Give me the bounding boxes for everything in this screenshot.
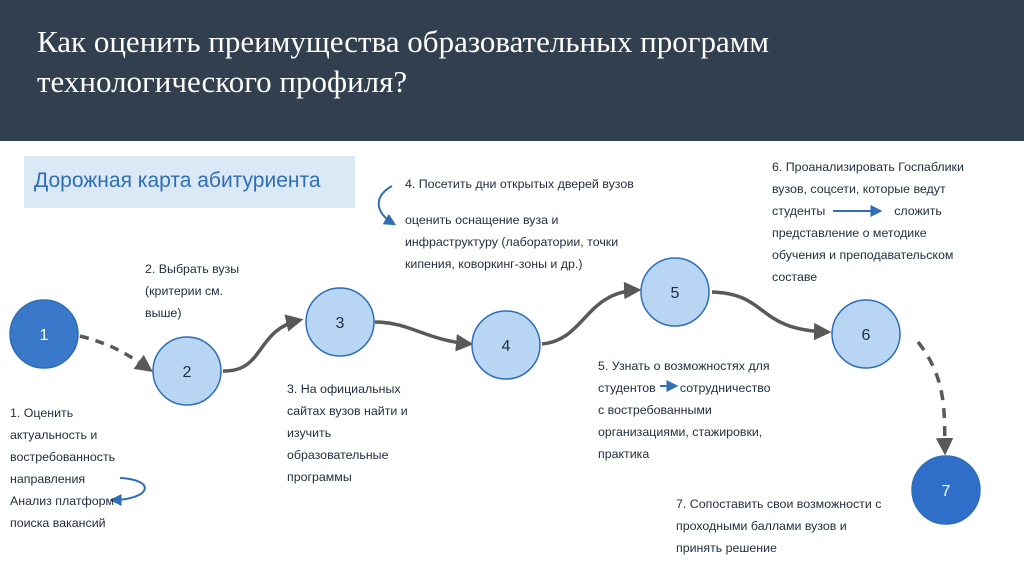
connector-4-5 <box>542 290 638 344</box>
step-4-line: инфраструктуру (лаборатории, точки <box>405 235 619 249</box>
step-1-line: актуальность и <box>10 428 98 442</box>
step-6-text <box>772 156 964 288</box>
step-7-line: проходными баллами вузов и <box>676 519 847 533</box>
node-1-number: 1 <box>39 327 49 344</box>
step-5-text <box>598 355 771 465</box>
node-5 <box>641 258 709 326</box>
step-2-line: выше) <box>145 306 182 320</box>
step-1-line: востребованность <box>10 450 116 464</box>
connector-3-4 <box>375 322 470 344</box>
page-title-line-2: технологического профиля? <box>37 64 408 99</box>
node-7 <box>912 456 980 524</box>
step-5-line: с востребованными <box>598 403 712 417</box>
blue-arrow-step4 <box>379 186 394 224</box>
roadmap-label: Дорожная карта абитуриента <box>34 169 321 192</box>
node-1 <box>10 300 78 368</box>
step-5-line: студентов сотрудничество <box>598 381 771 395</box>
node-4-number: 4 <box>501 338 511 355</box>
step-6-line: представление о методике <box>772 226 927 240</box>
step-1-line: 1. Оценить <box>10 406 74 420</box>
step-7-line: принять решение <box>676 541 777 555</box>
node-4 <box>472 311 540 379</box>
step-6-line: 6. Проанализировать Госпаблики <box>772 160 964 174</box>
step-1-line: направления <box>10 472 86 486</box>
connector-5-6 <box>712 292 828 332</box>
step-6-line: составе <box>772 270 818 284</box>
step-3-text <box>287 378 408 488</box>
step-2-text <box>145 258 239 324</box>
step-4-line: 4. Посетить дни открытых дверей вузов <box>405 177 634 191</box>
step-4-line: оценить оснащение вуза и <box>405 213 559 227</box>
step-7-text <box>676 493 881 559</box>
node-3 <box>306 288 374 356</box>
node-2-number: 2 <box>182 364 192 381</box>
step-5-line: организациями, стажировки, <box>598 425 763 439</box>
page-title-line-1: Как оценить преимущества образовательных программ <box>37 24 769 59</box>
step-4-line: кипения, коворкинг-зоны и др.) <box>405 257 583 271</box>
blue-arrow-step1 <box>112 478 145 500</box>
step-1-line: Анализ платформ <box>10 494 115 508</box>
node-3-number: 3 <box>335 315 345 332</box>
step-4-text <box>405 173 634 275</box>
node-7-number: 7 <box>941 483 951 500</box>
step-6-line: вузов, соцсети, которые ведут <box>772 182 946 196</box>
step-5-line: 5. Узнать о возможностях для <box>598 359 770 373</box>
step-3-line: сайтах вузов найти и <box>287 404 408 418</box>
step-3-line: 3. На официальных <box>287 382 401 396</box>
step-2-line: (критерии см. <box>145 284 224 298</box>
step-3-line: образовательные <box>287 448 389 462</box>
node-6-number: 6 <box>861 327 871 344</box>
step-7-line: 7. Сопоставить свои возможности с <box>676 497 882 511</box>
step-1-line: поиска вакансий <box>10 516 106 530</box>
step-6-line: студенты сложить <box>772 204 942 218</box>
step-2-line: 2. Выбрать вузы <box>145 262 240 276</box>
step-1-text <box>10 402 115 534</box>
step-3-line: программы <box>287 470 352 484</box>
step-4-spacer <box>405 195 634 209</box>
connector-1-2 <box>80 336 150 370</box>
connector-2-3 <box>223 320 300 371</box>
node-5-number: 5 <box>670 285 680 302</box>
step-3-line: изучить <box>287 426 332 440</box>
connector-6-7 <box>918 342 945 452</box>
node-6 <box>832 300 900 368</box>
node-2 <box>153 337 221 405</box>
step-5-line: практика <box>598 447 650 461</box>
step-6-line: обучения и преподавательском <box>772 248 954 262</box>
